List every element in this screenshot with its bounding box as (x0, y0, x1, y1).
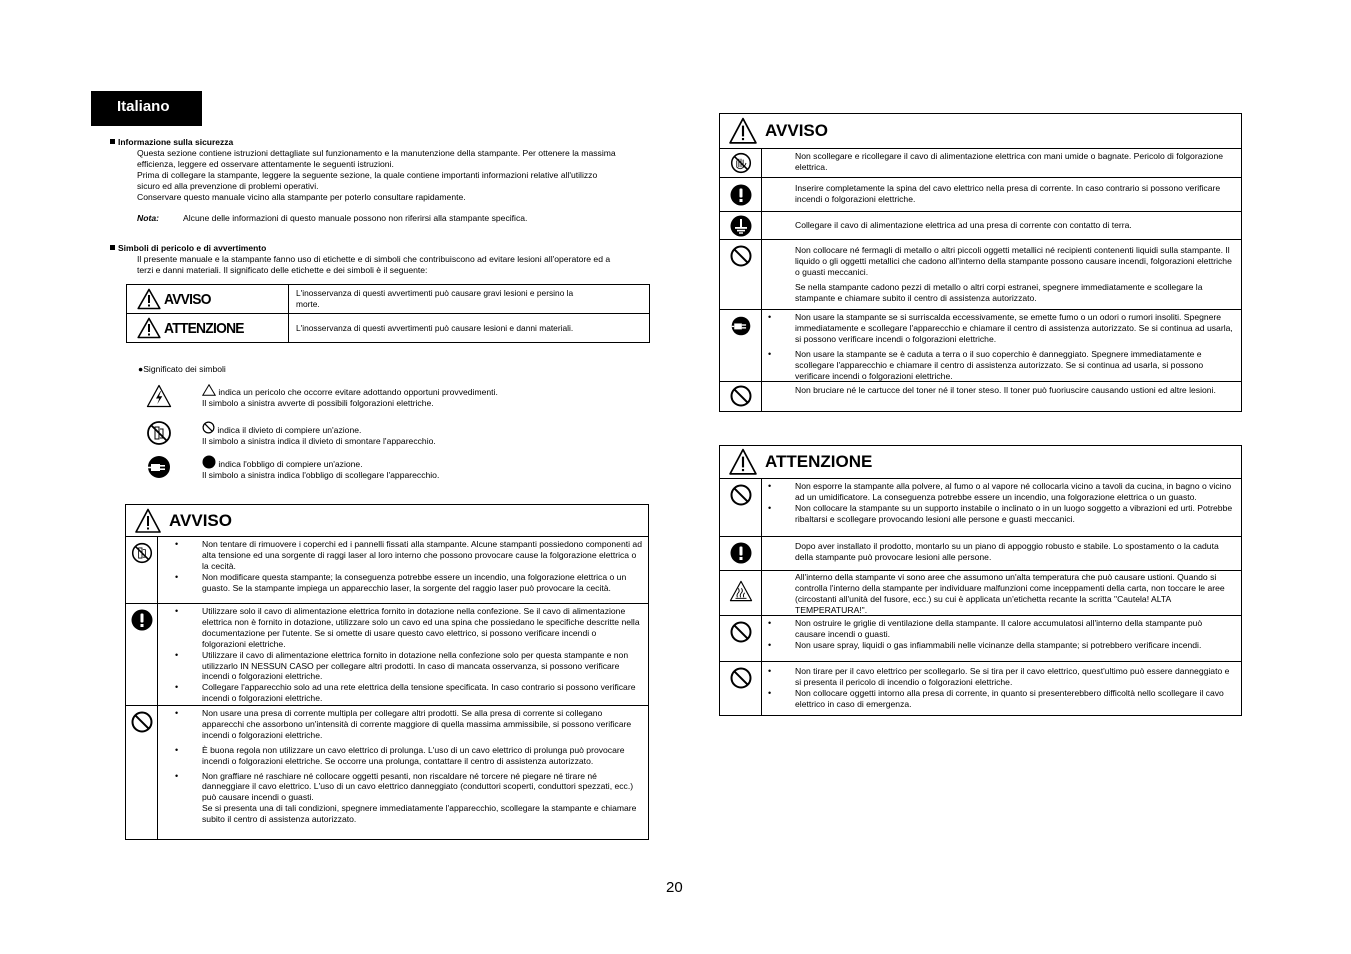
unplug-icon (146, 455, 172, 479)
warning-row (720, 149, 1241, 178)
note-text: Alcune delle informazioni di questo manuale possono non riferirsi alla stampante specifica. (183, 213, 528, 223)
warning-text-cell (158, 604, 648, 705)
mandatory-action-icon (730, 184, 752, 206)
note (137, 213, 527, 223)
signal-word-cell (127, 285, 289, 314)
warning-text-cell (158, 537, 648, 603)
warning-item: • Non graffiare né raschiare né collocare oggetti pesanti, non riscaldare né torcere né piegare né tirare né danneggiare il cavo elettrico. L'uso di un cavo elettrico danneggiato (conduttori scoperti, conduttori spezzati, ecc.) può causare incendi o guasti. (202, 771, 642, 804)
icon-cell (720, 240, 762, 309)
safety-info-body (137, 148, 682, 203)
signal-word-desc (289, 314, 650, 343)
icon-cell (720, 616, 762, 661)
right-avviso-title: AVVISO (765, 121, 828, 140)
warning-item: • Utilizzare solo il cavo di alimentazione elettrica fornito in dotazione nella confezione. Se il cavo di alimentazione elettrica non è fornito in dotazione, utilizzare solo un cavo ed una spina che possiedano le specifiche descritte nella documentazione per l'utente. Se si omette di usare questo cavo elettrico, si possono verificare incendi o folgorazioni elettriche. (202, 606, 642, 650)
no-disassembly-icon (131, 542, 153, 564)
left-avviso-box (125, 504, 649, 840)
warning-text-cell (762, 212, 1241, 239)
symbol-meaning-text: indica un pericolo che occorre evitare adottando opportuni provvedimenti. (218, 387, 498, 397)
warning-triangle-icon (729, 448, 757, 476)
prohibition-icon (730, 385, 752, 407)
warning-text: Collegare il cavo di alimentazione elettrica ad una presa di corrente con contatto di terra. (795, 220, 1132, 231)
icon-cell (126, 706, 158, 840)
caution-item: • Non collocare oggetti intorno alla presa di corrente, in quanto si presenterebbero difficoltà nello scollegare il cavo elettrico in caso di emergenza. (795, 688, 1235, 710)
symbol-meaning-row (202, 455, 439, 481)
warning-row (126, 604, 648, 706)
electric-shock-warning-icon (146, 384, 172, 408)
symbol-meaning-row (202, 421, 436, 447)
warning-triangle-icon (135, 508, 161, 534)
icon-cell (720, 212, 762, 239)
icon-cell (720, 310, 762, 381)
warning-text: Non collocare né fermagli di metallo o altri piccoli oggetti metallici né recipienti contenenti liquidi sulla stampante. Il liquido o gli oggetti metallici che cadono all'interno della stampante possono causare incendi, folgorazioni elettriche o guasti meccanici. (795, 245, 1232, 277)
caution-row (720, 571, 1241, 616)
symbol-meanings-title: ●Significato dei simboli (138, 364, 226, 374)
right-avviso-header (720, 114, 1241, 149)
triangle-outline-icon (202, 384, 216, 396)
warning-item: • È buona regola non utilizzare un cavo elettrico di prolunga. L'uso di un cavo elettrico di prolunga può provocare incendi o folgorazioni elettriche. Se occorre una prolunga, contattare il centro di assistenza autorizzato. (202, 745, 642, 767)
signal-word-row (127, 314, 650, 343)
symbol-meaning-text: Il simbolo a sinistra avverte di possibili folgorazioni elettriche. (202, 398, 434, 408)
symbols-line: Il presente manuale e la stampante fanno uso di etichette e di simboli che contribuiscono ad evitare lesioni all'operatore ed a (137, 254, 611, 264)
caution-row (720, 616, 1241, 662)
warning-item: • Non modificare questa stampante; la conseguenza potrebbe essere un incendio, una folgorazione elettrica o un guasto. Se la stampante impiega un apparecchio laser, la sorgente del raggio laser può provocare la cecità. (202, 572, 642, 594)
warning-row (720, 310, 1241, 382)
warning-triangle-icon (137, 288, 161, 310)
signal-word-row (127, 285, 650, 314)
warning-triangle-icon (137, 317, 161, 339)
no-wet-hands-icon (730, 152, 752, 174)
warning-text-cell (762, 310, 1241, 381)
icon-cell (720, 662, 762, 715)
safety-line: sicuro ed alla prevenzione di problemi operativi. (137, 181, 319, 191)
caution-text-cell (762, 479, 1241, 536)
symbol-meaning-text: Il simbolo a sinistra indica l'obbligo di scollegare l'apparecchio. (202, 470, 440, 480)
caution-item: • Non tirare per il cavo elettrico per scollegarlo. Se si tira per il cavo elettrico, quest'ultimo può essere danneggiato e si presenta il pericolo di incendio o folgorazioni elettriche. (795, 666, 1235, 688)
warning-row (720, 240, 1241, 310)
signal-word-label: ATTENZIONE (164, 319, 244, 337)
unplug-icon (730, 315, 752, 337)
warning-item: • Non tentare di rimuovere i coperchi ed i pannelli fissati alla stampante. Alcune stampanti possiedono componenti ad alta tensione ed una sorgente di raggi laser al loro interno che possono provocare cause la folgorazione elettrica o la cecità. (202, 539, 642, 572)
symbols-line: terzi e danni materiali. Il significato delle etichette e dei simboli è il seguente: (137, 265, 428, 275)
mandatory-action-icon (730, 542, 752, 564)
warning-text: Se nella stampante cadono pezzi di metallo o altri corpi estranei, spegnere immediatamente e scollegare la stampante e chiamare subito il centro di assistenza autorizzato. (795, 281, 1203, 303)
signal-word-desc-line: morte. (296, 299, 320, 309)
no-disassembly-icon (146, 420, 172, 446)
warning-text-cell (158, 706, 648, 840)
right-attenzione-title: ATTENZIONE (765, 452, 873, 471)
signal-word-desc-line: L'inosservanza di questi avvertimenti può causare gravi lesioni e persino la (296, 288, 574, 298)
left-avviso-header (126, 505, 648, 537)
caution-row (720, 479, 1241, 537)
prohibition-icon (131, 711, 153, 733)
caution-row (720, 537, 1241, 571)
signal-word-desc (289, 285, 650, 314)
icon-cell (720, 571, 762, 615)
icon-cell (720, 178, 762, 211)
hot-surface-icon (729, 580, 753, 602)
warning-item: • Non usare una presa di corrente multipla per collegare altri prodotti. Se alla presa di corrente si collegano apparecchi che assorbono un'intensità di corrente maggiore di quella massima ammissibile, si possono verificare incendi o folgorazioni elettriche. (202, 708, 642, 741)
symbol-meaning-text: indica il divieto di compiere un'azione. (217, 425, 362, 435)
prohibition-icon (730, 621, 752, 643)
caution-item: • Non ostruire le griglie di ventilazione della stampante. Il calore accumulatosi all'interno della stampante può causare incendi o guasti. (795, 618, 1235, 640)
warning-item: • Non usare la stampante se si surriscalda eccessivamente, se emette fumo o un odori o rumori insoliti. Spegnere immediatamente e scollegare l'apparecchio e chiamare il centro di assistenza autorizzato. Se si continua ad usarla, si possono verificare incendi o folgorazioni elettriche. (795, 312, 1235, 345)
icon-cell (126, 604, 158, 705)
safety-info-heading (110, 137, 233, 147)
icon-cell (720, 149, 762, 177)
square-bullet-icon (110, 245, 115, 250)
safety-line: efficienza, leggere ed osservare attentamente le seguenti istruzioni. (137, 159, 394, 169)
warning-triangle-icon (729, 117, 757, 145)
caution-item: • Non esporre la stampante alla polvere, al fumo o al vapore né collocarla vicino a tavoli da cucina, in bagno o vicino ad un umidificatore. La conseguenza potrebbe essere un incendio, una folgorazione elettrica o un guasto. (795, 481, 1235, 503)
warning-item: • Non usare la stampante se è caduta a terra o il suo coperchio è danneggiato. Spegnere immediatamente e scollegare l'apparecchio e chiamare il centro di assistenza autorizzato. Se si continua ad usarla, si possono verificare incendi o folgorazioni elettriche. (795, 349, 1235, 382)
icon-cell (720, 382, 762, 411)
warning-text-cell: Non bruciare né le cartucce del toner né il toner steso. Il toner può fuoriuscire causando ustioni ed altre lesioni. (795, 385, 1216, 395)
warning-row (720, 382, 1241, 411)
symbol-meaning-row (202, 384, 498, 409)
icon-cell (126, 537, 158, 603)
prohibition-icon (730, 245, 752, 267)
symbols-heading-text: Simboli di pericolo e di avvertimento (118, 243, 267, 253)
caution-item: • Non collocare la stampante su un supporto instabile o inclinato o in un luogo soggetto a vibrazioni ed urti. Potrebbe ribaltarsi e scollegare provocando lesioni alle persone e guasti meccanici. (795, 503, 1235, 525)
square-bullet-icon (110, 139, 115, 144)
warning-text-cell: Inserire completamente la spina del cavo elettrico nella presa di corrente. In caso contrario si possono verificare incendi o folgorazioni elettriche. (795, 183, 1221, 204)
symbols-body (137, 254, 682, 276)
caution-text-cell: Dopo aver installato il prodotto, montarlo su un piano di appoggio robusto e stabile. Lo spostamento o la caduta della stampante può provocare lesioni alle persone. (795, 541, 1219, 562)
warning-text-cell (762, 240, 1241, 309)
safety-info-heading-text: Informazione sulla sicurezza (118, 137, 234, 147)
caution-row (720, 662, 1241, 715)
warning-item: • Collegare l'apparecchio solo ad una rete elettrica della tensione specificata. In caso contrario si possono verificare incendi o folgorazioni elettriche. (202, 682, 642, 704)
prohibition-icon (202, 421, 215, 434)
caution-text-cell (762, 616, 1241, 661)
signal-word-table (126, 284, 650, 343)
warning-note: Se si presenta una di tali condizioni, spegnere immediatamente l'apparecchio, scollegare la stampante e chiamare subito il centro di assistenza autorizzato. (202, 803, 637, 825)
warning-row (720, 178, 1241, 212)
signal-word-cell (127, 314, 289, 343)
symbols-heading (110, 243, 266, 253)
signal-word-label: AVVISO (164, 290, 211, 308)
mandatory-action-icon (131, 609, 153, 631)
safety-line: Prima di collegare la stampante, leggere la seguente sezione, la quale contiene importanti informazioni relative all'utilizzo (137, 170, 598, 180)
language-tab: Italiano (91, 91, 202, 126)
caution-text-cell: All'interno della stampante vi sono aree che assumono un'alta temperatura che può causare ustioni. Quando si controlla l'interno della stampante per individuare malfunzioni come inceppamenti della carta, non toccare le aree (circostanti all'unità del fusore, ecc.) su cui è applicata un'etichetta recante la scritta "Cautela! ALTA TEMPERATURA!". (795, 572, 1225, 615)
signal-word-desc-line: L'inosservanza di questi avvertimenti può causare lesioni e danni materiali. (296, 322, 574, 333)
symbol-meaning-text: Il simbolo a sinistra indica il divieto di smontare l'apparecchio. (202, 436, 436, 446)
right-attenzione-box (719, 445, 1242, 716)
caution-text-cell (762, 662, 1241, 715)
left-avviso-title: AVVISO (169, 510, 232, 530)
safety-line: Conservare questo manuale vicino alla stampante per poterlo consultare rapidamente. (137, 192, 466, 202)
ground-connection-icon (730, 215, 752, 237)
prohibition-icon (730, 667, 752, 689)
warning-row (126, 706, 648, 840)
symbol-meaning-text: indica l'obbligo di compiere un'azione. (218, 459, 363, 469)
caution-item: • Non usare spray, liquidi o gas infiammabili nelle vicinanze della stampante; si potrebbero verificare incendi. (795, 640, 1235, 651)
right-attenzione-header (720, 446, 1241, 479)
warning-row (720, 212, 1241, 240)
icon-cell (720, 479, 762, 536)
icon-cell (720, 537, 762, 570)
right-avviso-box (719, 113, 1242, 412)
warning-item: • Utilizzare il cavo di alimentazione elettrica fornito in dotazione nella confezione solo per questa stampante e non utilizzarlo IN NESSUN CASO per collegare altri prodotti. In caso di mancata osservanza, si possono verificare incendi o folgorazioni elettriche. (202, 650, 642, 683)
prohibition-icon (730, 484, 752, 506)
warning-row (126, 537, 648, 604)
warning-text-cell: Non scollegare e ricollegare il cavo di alimentazione elettrica con mani umide o bagnate. Pericolo di folgorazione elettrica. (795, 151, 1224, 172)
note-label: Nota: (137, 213, 159, 223)
mandatory-dot-icon (202, 455, 216, 469)
safety-line: Questa sezione contiene istruzioni dettagliate sul funzionamento e la manutenzione della stampante. Per ottenere la massima (137, 148, 616, 158)
page-number: 20 (666, 879, 683, 896)
